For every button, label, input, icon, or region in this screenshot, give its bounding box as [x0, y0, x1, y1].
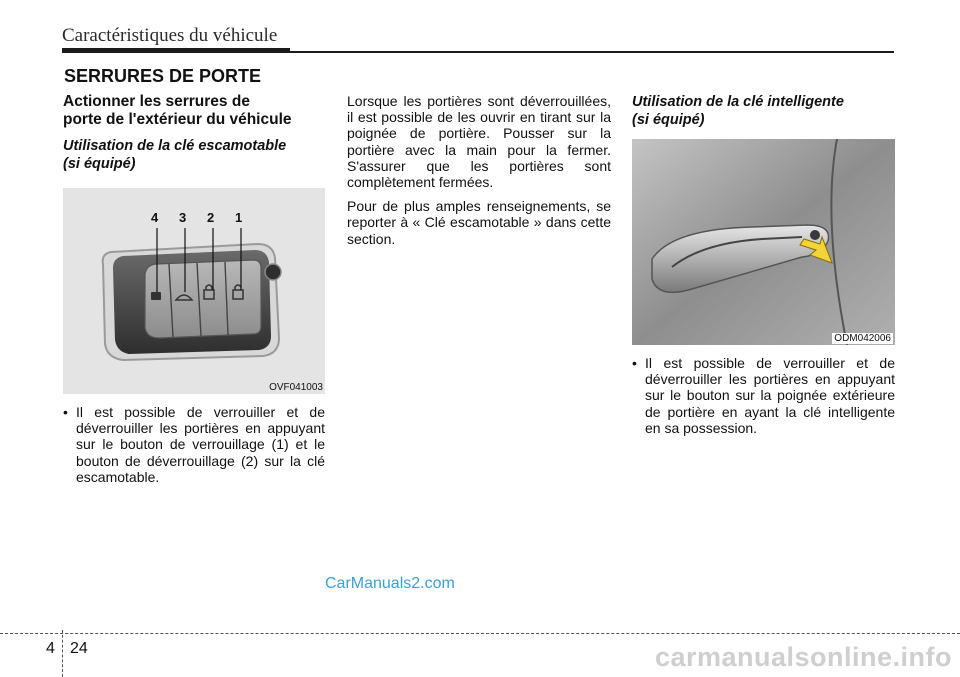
trunk-button-icon	[151, 292, 161, 300]
bullet-item	[632, 355, 895, 436]
paragraph: Pour de plus amples renseignements, se reporter à « Clé escamotable » dans cette section.	[347, 198, 611, 247]
section-title: SERRURES DE PORTE	[64, 66, 262, 86]
column-left	[63, 93, 325, 485]
handle-button	[810, 230, 820, 240]
footer-rule	[0, 633, 960, 634]
subsection-title-line2: porte de l'extérieur du véhicule	[63, 111, 292, 128]
smart-key-heading-line1: Utilisation de la clé intelligente	[632, 94, 844, 110]
callout-2: 2	[207, 210, 215, 225]
callout-4: 4	[151, 210, 159, 225]
footer-divider	[62, 630, 63, 677]
folding-key-heading-line1: Utilisation de la clé escamotable	[63, 138, 287, 154]
watermark-link[interactable]: CarManuals2.com	[325, 575, 455, 592]
figure-code: OVF041003	[269, 382, 323, 393]
page-section-number: 4	[46, 640, 55, 657]
bullet-text: Il est possible de verrouiller et de déverrouiller les portières en appuyant sur le bouton sur la poignée extérieure de portière en ayant la clé intelligente en sa possession.	[645, 355, 895, 436]
key-ring-hole	[265, 264, 281, 280]
folding-key-heading	[63, 137, 325, 173]
folding-key-heading-line2: (si équipé)	[63, 156, 136, 172]
bullet-marker: •	[63, 404, 68, 420]
folding-key-figure	[63, 188, 325, 394]
header-rule-thin	[290, 51, 894, 53]
subsection-title-line1: Actionner les serrures de	[63, 93, 250, 110]
column-right	[632, 93, 895, 436]
subsection-title	[63, 93, 325, 129]
bullet-text: Il est possible de verrouiller et de déverrouiller les portières en appuyant sur le bouton de verrouillage (1) et le bouton de déverrouillage (2) sur la clé escamotable.	[76, 404, 325, 485]
column-middle	[347, 93, 611, 255]
smart-key-heading	[632, 93, 895, 129]
header-title: Caractéristiques du véhicule	[62, 25, 278, 46]
header-rule	[62, 48, 290, 53]
door-handle-illustration	[632, 139, 895, 345]
figure-code: ODM042006	[834, 333, 891, 344]
bullet-marker: •	[632, 355, 637, 371]
bullet-item	[63, 404, 325, 485]
page-number: 24	[70, 640, 88, 657]
callout-3: 3	[179, 210, 187, 225]
smart-key-heading-line2: (si équipé)	[632, 112, 705, 128]
callout-1: 1	[235, 210, 243, 225]
site-watermark: carmanualsonline.info	[654, 642, 952, 672]
door-handle-figure	[632, 139, 895, 345]
paragraph: Lorsque les portières sont déverrouillées, il est possible de les ouvrir en tirant sur la poignée de portière. Pousser sur la portière avec la main pour la fermer. S'assurer que les portières sont complètement fermées.	[347, 93, 611, 191]
folding-key-illustration	[63, 188, 325, 394]
